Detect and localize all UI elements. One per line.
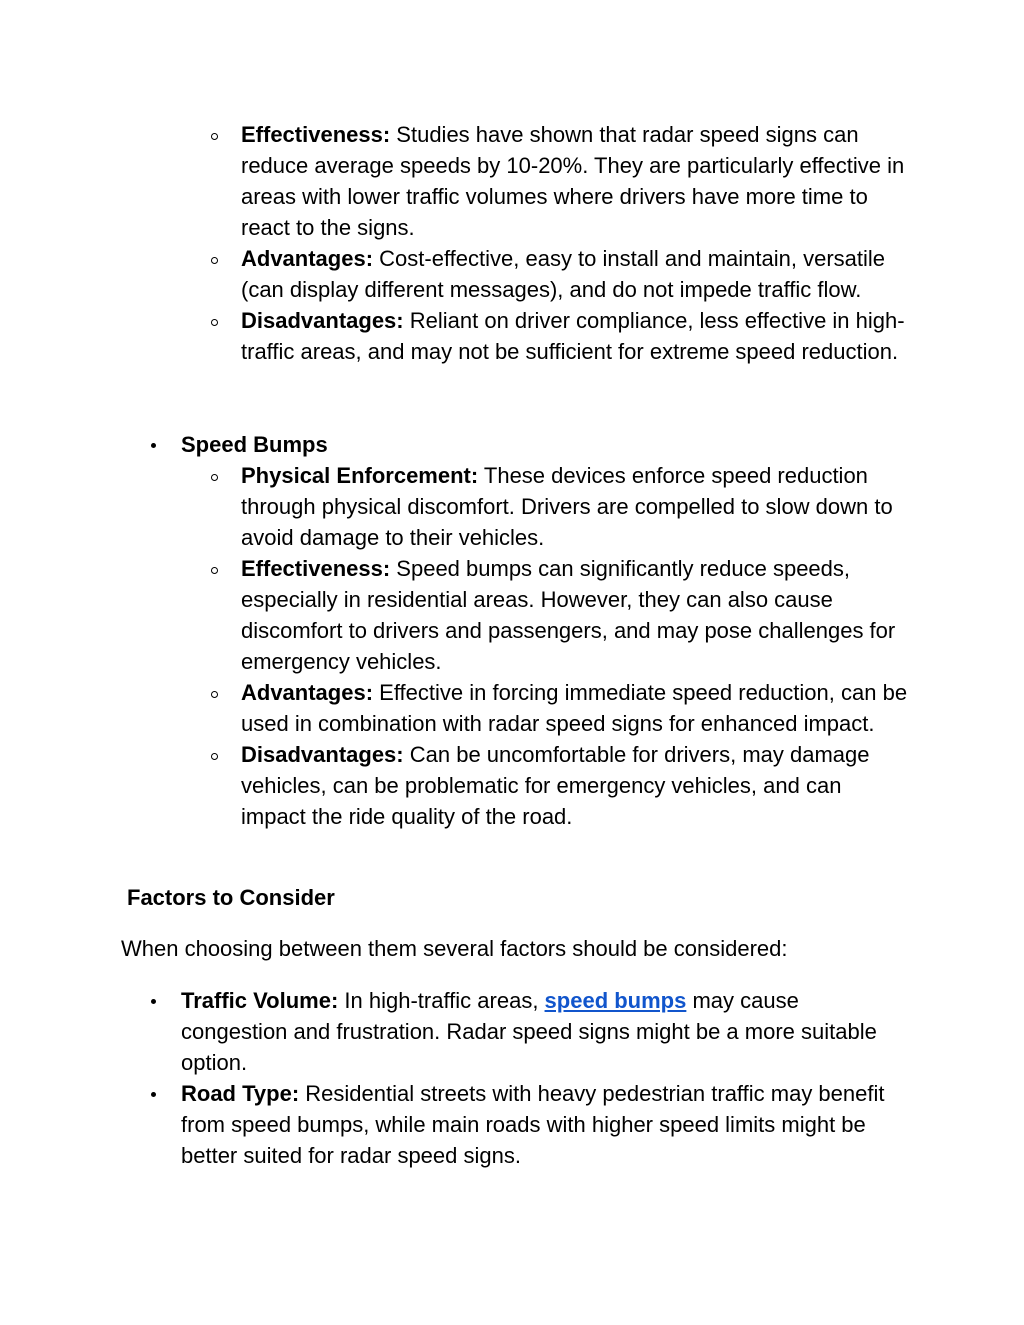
speed-bumps-link[interactable]: speed bumps [544,988,687,1013]
item-label: Road Type: [181,1081,300,1106]
circle-bullet-icon [211,319,218,326]
list-item [181,1078,909,1171]
circle-bullet-icon [211,691,218,698]
item-label: Traffic Volume: [181,988,339,1013]
item-text: In high-traffic areas, [338,988,545,1013]
disc-bullet-icon [151,1092,156,1097]
disc-bullet-icon [151,443,156,448]
item-label: Disadvantages: [241,308,404,333]
radar-signs-sublist [241,119,909,367]
item-text: These devices enforce speed reduction through physical discomfort. Drivers are compelled to slow down to avoid damage to their vehicles. [241,463,893,550]
speed-bumps-title: Speed Bumps [181,432,328,457]
speed-bumps-sublist [241,460,909,832]
factors-list [181,985,909,1171]
circle-bullet-icon [211,567,218,574]
item-label: Effectiveness: [241,122,391,147]
item-text: Can be uncomfortable for drivers, may damage vehicles, can be problematic for emergency vehicles, and can impact the ride quality of the road. [241,742,870,829]
list-item [241,677,909,739]
item-label: Physical Enforcement: [241,463,479,488]
item-text: Reliant on driver compliance, less effective in high-traffic areas, and may not be sufficient for extreme speed reduction. [241,308,905,364]
circle-bullet-icon [211,474,218,481]
list-item [241,553,909,677]
item-text: Speed bumps can significantly reduce speeds, especially in residential areas. However, they can also cause discomfort to drivers and passengers, and may pose challenges for emergency vehicles. [241,556,896,674]
item-text: Studies have shown that radar speed signs can reduce average speeds by 10-20%. They are particularly effective in areas with lower traffic volumes where drivers have more time to react to the signs. [241,122,905,240]
item-label: Disadvantages: [241,742,404,767]
section-heading: Factors to Consider [127,885,335,910]
list-item [181,985,909,1078]
item-label: Advantages: [241,680,374,705]
item-label: Effectiveness: [241,556,391,581]
list-item [241,739,909,832]
item-label: Advantages: [241,246,374,271]
list-item [241,460,909,553]
item-text: may cause congestion and frustration. Radar speed signs might be a more suitable option. [181,988,877,1075]
list-item [241,119,909,243]
list-item [241,243,909,305]
list-item [181,429,909,460]
circle-bullet-icon [211,133,218,140]
item-text: Residential streets with heavy pedestrian traffic may benefit from speed bumps, while main roads with higher speed limits might be better suited for radar speed signs. [181,1081,885,1168]
circle-bullet-icon [211,753,218,760]
item-text: Cost-effective, easy to install and maintain, versatile (can display different messages), and do not impede traffic flow. [241,246,885,302]
circle-bullet-icon [211,257,218,264]
intro-paragraph: When choosing between them several factors should be considered: [121,936,788,961]
list-item [241,305,909,367]
item-text: Effective in forcing immediate speed reduction, can be used in combination with radar speed signs for enhanced impact. [241,680,908,736]
speed-bumps-list [181,429,909,460]
disc-bullet-icon [151,999,156,1004]
